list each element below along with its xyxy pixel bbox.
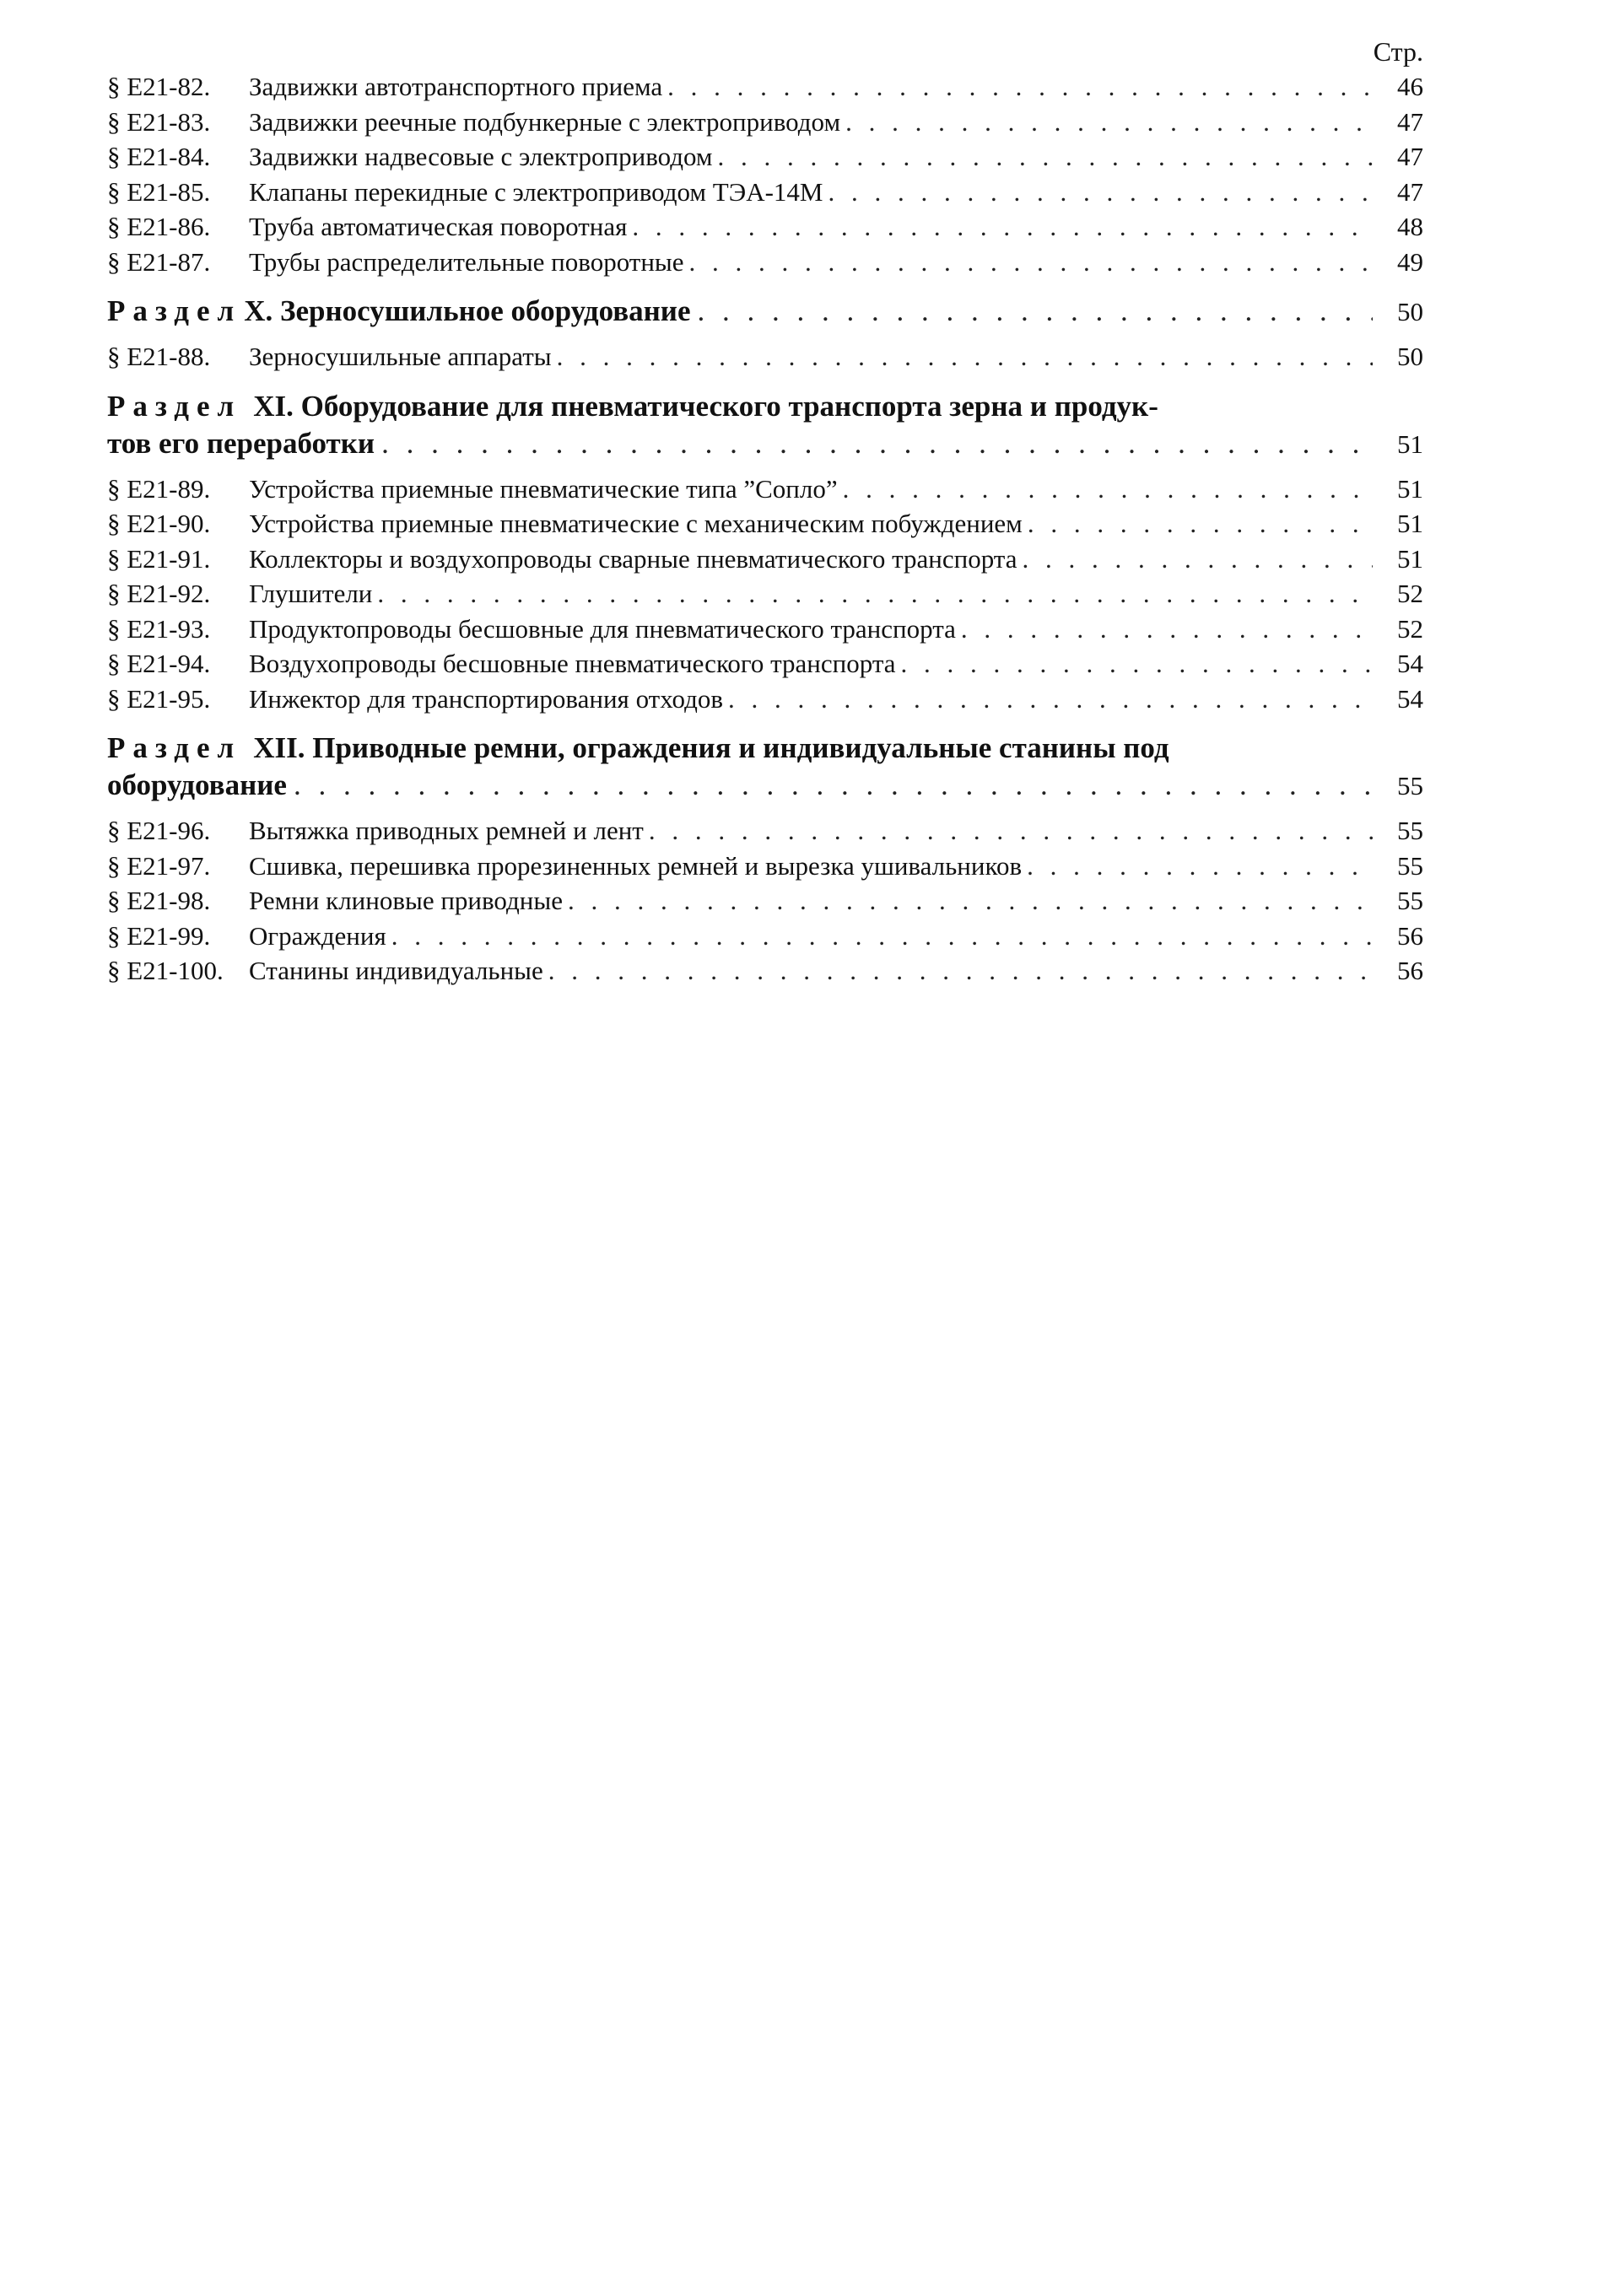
- toc-entry[interactable]: [107, 506, 1423, 542]
- entry-title: Задвижки реечные подбункерные с электроприводом: [249, 106, 841, 137]
- entry-code: § Е21-90.: [107, 509, 211, 538]
- toc-entry[interactable]: [107, 813, 1423, 849]
- entry-title: Задвижки автотранспортного приема: [249, 72, 663, 101]
- entry-page: 54: [1397, 649, 1423, 678]
- toc-entry[interactable]: [107, 339, 1423, 375]
- dot-leader: [391, 919, 1373, 954]
- entry-page: 55: [1397, 886, 1423, 915]
- entry-title: Глушители: [249, 579, 373, 608]
- section-title-line2: оборудование: [107, 768, 287, 801]
- entry-title: Труба автоматическая поворотная: [249, 212, 628, 241]
- dot-leader: [845, 105, 1373, 140]
- entry-page: 50: [1397, 342, 1423, 371]
- entry-page: 55: [1397, 816, 1423, 845]
- section-xi-list: [107, 472, 1423, 717]
- dot-leader: [1027, 849, 1373, 884]
- section-x-list: [107, 339, 1423, 375]
- entry-code: § Е21-82.: [107, 72, 211, 101]
- toc-entry[interactable]: [107, 612, 1423, 647]
- entry-title: Продуктопроводы бесшовные для пневматического транспорта: [249, 613, 956, 644]
- table-of-contents: [107, 34, 1423, 989]
- dot-leader: [557, 339, 1373, 375]
- toc-entry[interactable]: [107, 646, 1423, 682]
- dot-leader: [828, 175, 1373, 210]
- section-title-line2: тов его переработки: [107, 426, 375, 460]
- entry-code: § Е21-94.: [107, 649, 211, 678]
- entry-page: 47: [1397, 106, 1423, 137]
- entry-code: § Е21-95.: [107, 683, 211, 714]
- entry-title: Задвижки надвесовые с электроприводом: [249, 142, 713, 171]
- toc-entry[interactable]: [107, 209, 1423, 245]
- toc-entry[interactable]: [107, 69, 1423, 105]
- toc-entry[interactable]: [107, 175, 1423, 210]
- toc-entry[interactable]: [107, 849, 1423, 884]
- toc-entry[interactable]: [107, 883, 1423, 919]
- dot-leader: [294, 767, 1373, 804]
- section-heading-x[interactable]: [107, 293, 1423, 331]
- entry-title: Станины индивидуальные: [249, 956, 543, 985]
- dot-leader: [718, 139, 1373, 175]
- entry-title: Ограждения: [249, 920, 386, 951]
- section-page: 51: [1397, 428, 1423, 459]
- entry-code: § Е21-87.: [107, 246, 211, 277]
- entry-code: § Е21-86.: [107, 212, 211, 241]
- section-page: 50: [1397, 297, 1423, 326]
- section-title: X. Зерносушильное оборудование: [244, 294, 691, 327]
- section-label: Раздел: [107, 389, 242, 423]
- entry-code: § Е21-100.: [107, 956, 224, 985]
- entry-title: Устройства приемные пневматические типа ”Сопло”: [249, 473, 838, 504]
- section-title-line1: XI. Оборудование для пневматического транспорта зерна и продук-: [253, 389, 1158, 423]
- entry-title: Трубы распределительные поворотные: [249, 246, 684, 277]
- section-label: Раздел: [107, 294, 242, 327]
- entry-page: 56: [1397, 956, 1423, 985]
- toc-entry[interactable]: [107, 245, 1423, 280]
- section-heading-xi[interactable]: [107, 388, 1423, 463]
- section-label: Раздел: [107, 731, 242, 764]
- entry-page: 49: [1397, 246, 1423, 277]
- toc-entry[interactable]: [107, 105, 1423, 140]
- entry-title: Воздухопроводы бесшовные пневматического транспорта: [249, 649, 896, 678]
- entry-page: 52: [1397, 579, 1423, 608]
- entry-code: § Е21-96.: [107, 816, 211, 845]
- toc-entry[interactable]: [107, 953, 1423, 989]
- dot-leader: [649, 813, 1373, 849]
- section-title-line1: XII. Приводные ремни, ограждения и индивидуальные станины под: [253, 731, 1169, 764]
- entry-page: 51: [1397, 509, 1423, 538]
- entry-title: Сшивка, перешивка прорезиненных ремней и вырезка ушивальников: [249, 850, 1023, 881]
- toc-entry[interactable]: [107, 542, 1423, 577]
- entry-page: 55: [1397, 850, 1423, 881]
- entry-page: 47: [1397, 176, 1423, 207]
- entry-code: § Е21-85.: [107, 176, 211, 207]
- toc-entry[interactable]: [107, 682, 1423, 717]
- section-xii-list: [107, 813, 1423, 989]
- dot-leader: [568, 883, 1373, 919]
- entry-title: Ремни клиновые приводные: [249, 886, 563, 915]
- entry-title: Коллекторы и воздухопроводы сварные пневматического транспорта: [249, 543, 1017, 574]
- dot-leader: [377, 576, 1373, 612]
- entry-code: § Е21-91.: [107, 543, 211, 574]
- entry-code: § Е21-89.: [107, 473, 211, 504]
- section-ix-tail-list: [107, 69, 1423, 279]
- entry-title: Инжектор для транспортирования отходов: [249, 683, 724, 714]
- dot-leader: [728, 682, 1373, 717]
- entry-page: 51: [1397, 473, 1423, 504]
- entry-code: § Е21-98.: [107, 886, 211, 915]
- entry-code: § Е21-88.: [107, 342, 211, 371]
- section-page: 55: [1397, 771, 1423, 800]
- entry-page: 52: [1397, 613, 1423, 644]
- page-column-header: Стр.: [1373, 36, 1423, 67]
- entry-title: Зерносушильные аппараты: [249, 342, 552, 371]
- entry-code: § Е21-83.: [107, 106, 211, 137]
- entry-code: § Е21-97.: [107, 850, 211, 881]
- entry-page: 51: [1397, 543, 1423, 574]
- dot-leader: [961, 612, 1373, 647]
- toc-entry[interactable]: [107, 919, 1423, 954]
- entry-page: 46: [1397, 72, 1423, 101]
- dot-leader: [548, 953, 1373, 989]
- entry-page: 54: [1397, 683, 1423, 714]
- dot-leader: [901, 646, 1373, 682]
- toc-entry[interactable]: [107, 472, 1423, 507]
- entry-title: Вытяжка приводных ремней и лент: [249, 816, 644, 845]
- entry-code: § Е21-93.: [107, 613, 211, 644]
- entry-code: § Е21-99.: [107, 920, 211, 951]
- dot-leader: [843, 472, 1373, 507]
- dot-leader: [698, 293, 1374, 330]
- dot-leader: [381, 425, 1373, 462]
- entry-code: § Е21-92.: [107, 579, 211, 608]
- entry-code: § Е21-84.: [107, 142, 211, 171]
- dot-leader: [1028, 506, 1373, 542]
- dot-leader: [667, 69, 1373, 105]
- entry-page: 56: [1397, 920, 1423, 951]
- entry-page: 48: [1397, 212, 1423, 241]
- dot-leader: [1023, 542, 1374, 577]
- entry-title: Устройства приемные пневматические с механическим побуждением: [249, 509, 1023, 538]
- dot-leader: [632, 209, 1373, 245]
- toc-entry[interactable]: [107, 576, 1423, 612]
- entry-title: Клапаны перекидные с электроприводом ТЭА-14М: [249, 176, 823, 207]
- toc-entry[interactable]: [107, 139, 1423, 175]
- entry-page: 47: [1397, 142, 1423, 171]
- dot-leader: [689, 245, 1373, 280]
- section-heading-xii[interactable]: [107, 730, 1423, 805]
